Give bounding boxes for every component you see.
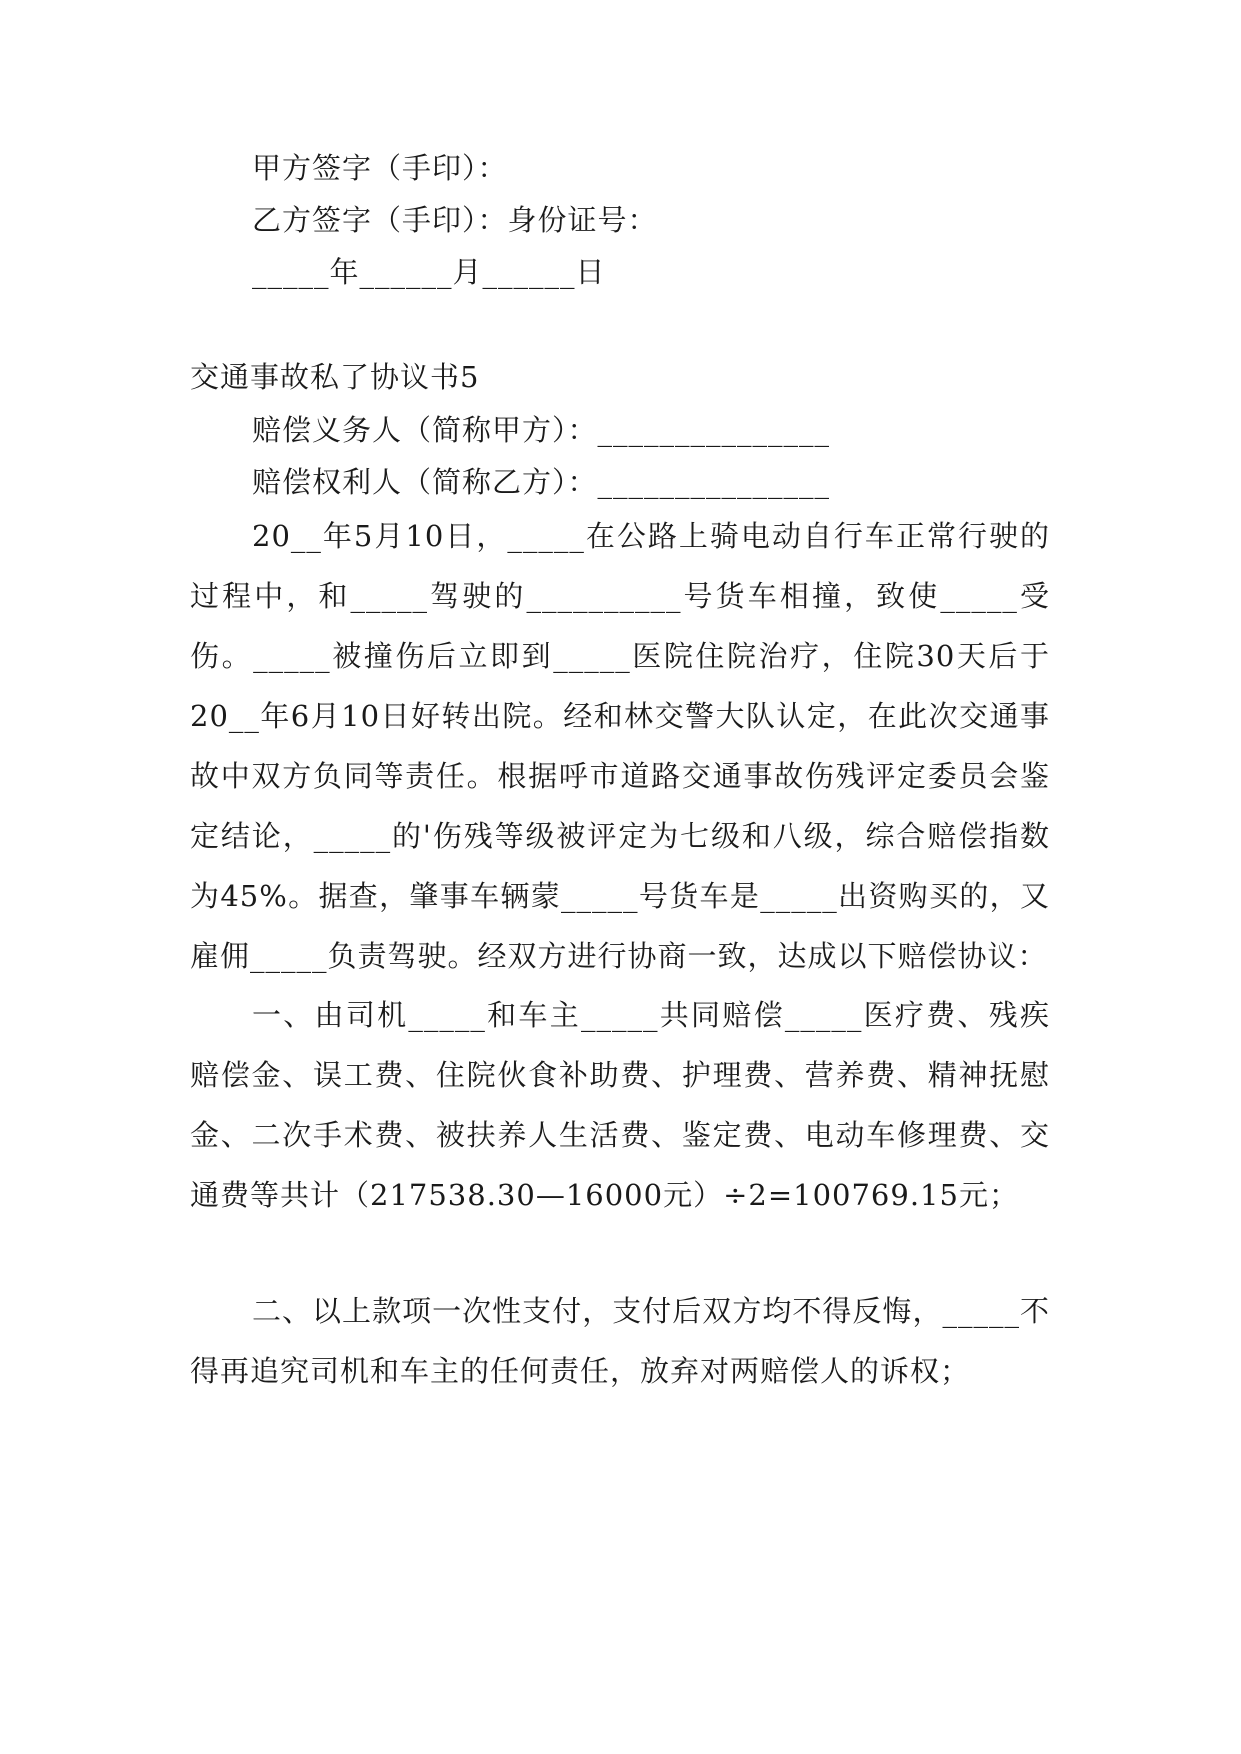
compensation-clause-2: 二、以上款项一次性支付，支付后双方均不得反悔，_____不得再追究司机和车主的任何责任，放弃对两赔偿人的诉权；	[190, 1294, 1050, 1388]
signature-date-line: _____年______月______日	[252, 255, 606, 289]
obligee-line: 赔偿权利人（简称乙方）：_______________	[252, 465, 831, 499]
agreement-title: 交通事故私了协议书5	[190, 360, 480, 394]
party-a-signature-line: 甲方签字（手印）：	[252, 151, 508, 185]
party-b-signature-line: 乙方签字（手印）：身份证号：	[252, 203, 658, 237]
compensation-clause-1: 一、由司机_____和车主_____共同赔偿_____医疗费、残疾赔偿金、误工费、住院伙食补助费、护理费、营养费、精神抚慰金、二次手术费、被扶养人生活费、鉴定费、电动车修理费、交通费等共计（217538.30—16000元）÷2=100769.15元；	[190, 998, 1050, 1212]
obligor-line: 赔偿义务人（简称甲方）：_______________	[252, 413, 831, 447]
accident-description-paragraph: 20__年5月10日，_____在公路上骑电动自行车正常行驶的过程中，和_____驾驶的__________号货车相撞，致使_____受伤。_____被撞伤后立即到_____医院住院治疗，住院30天后于20__年6月10日好转出院。经和林交警大队认定，在此次交通事故中双方负同等责任。根据呼市道路交通事故伤残评定委员会鉴定结论，_____的'伤残等级被评定为七级和八级，综合赔偿指数为45%。据查，肇事车辆蒙_____号货车是_____出资购买的，又雇佣_____负责驾驶。经双方进行协商一致，达成以下赔偿协议：	[190, 519, 1050, 973]
